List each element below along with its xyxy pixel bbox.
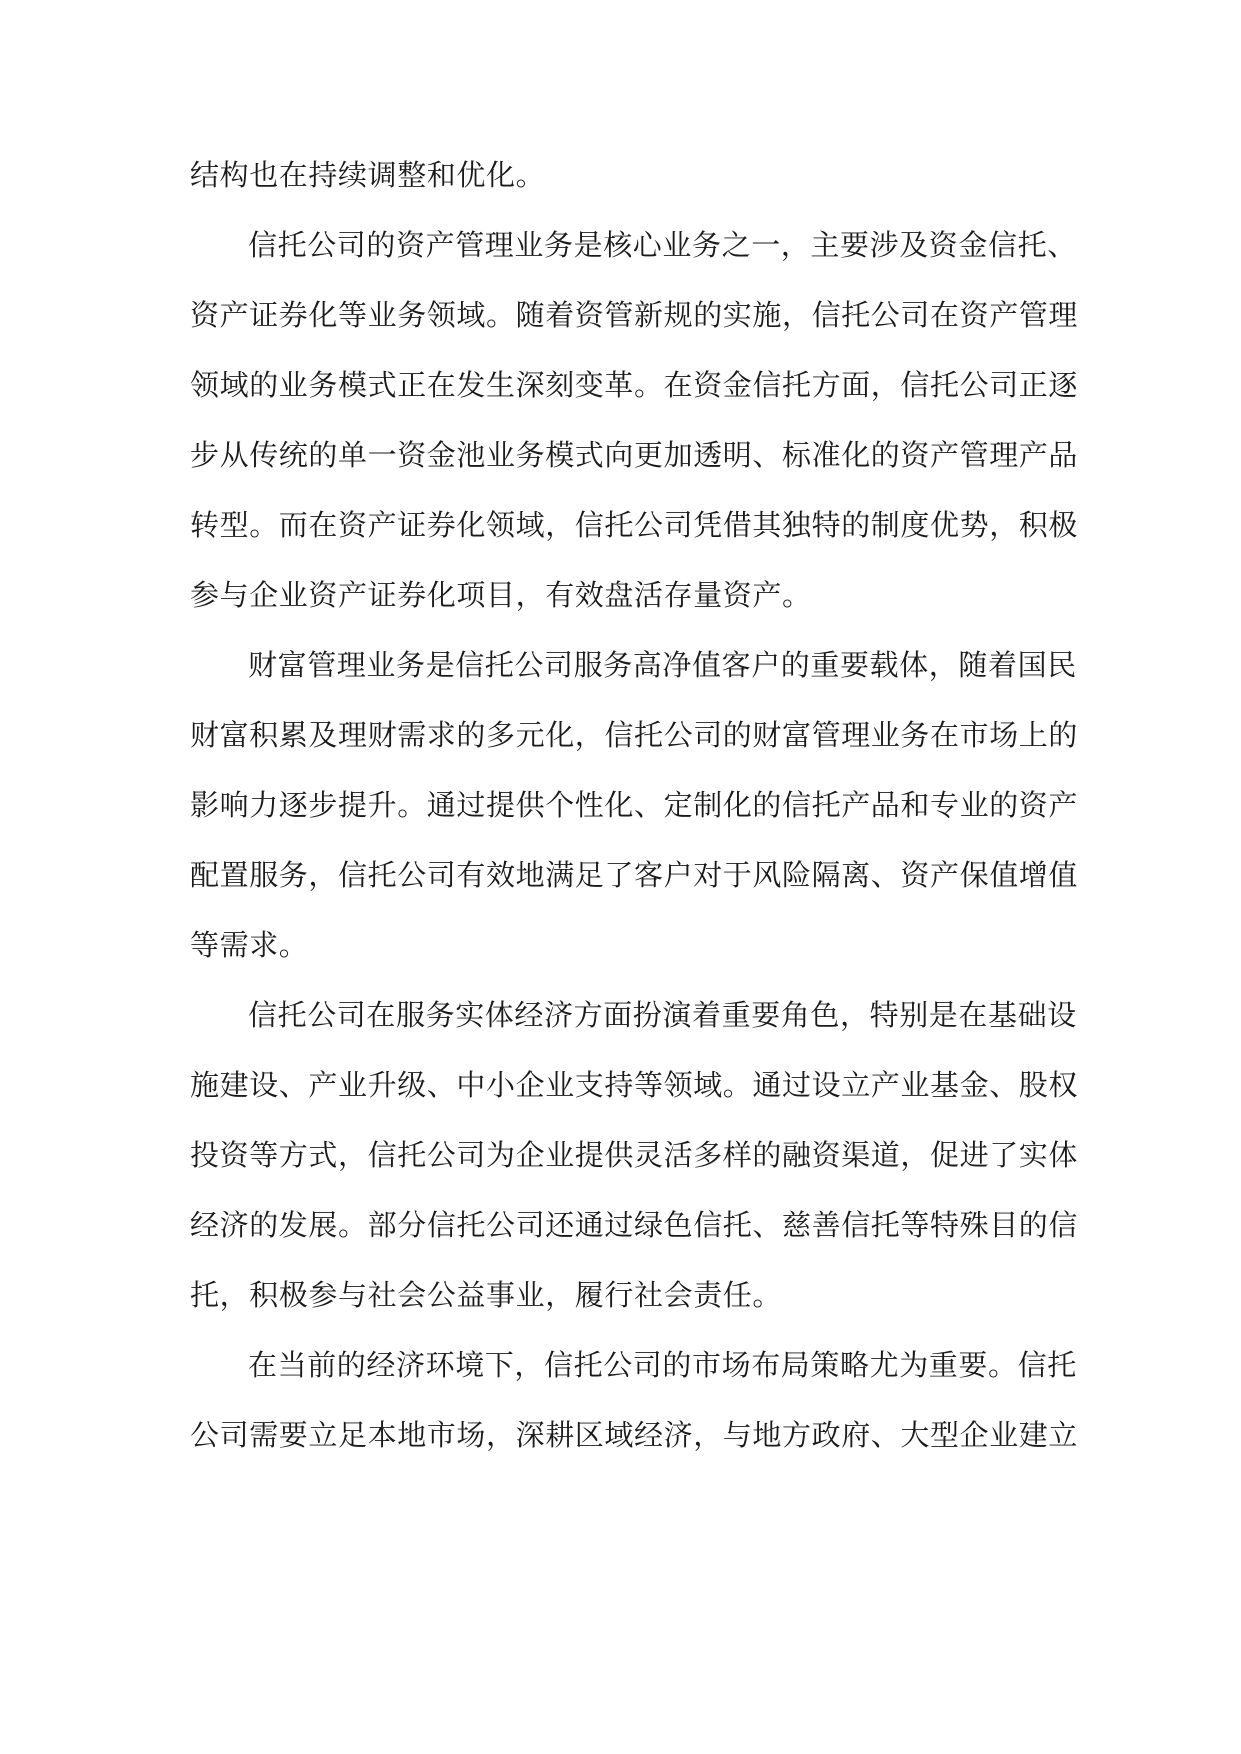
paragraph-first-line: 在当前的经济环境下，信托公司的市场布局策略尤为重要。信托 [248, 1348, 1077, 1382]
text-line: 配置服务，信托公司有效地满足了客户对于风险隔离、资产保值增值 [190, 858, 1079, 892]
text-line: 公司需要立足本地市场，深耕区域经济，与地方政府、大型企业建立 [190, 1418, 1079, 1452]
paragraph-first-line: 信托公司在服务实体经济方面扮演着重要角色，特别是在基础设 [248, 998, 1077, 1032]
text-line: 步从传统的单一资金池业务模式向更加透明、标准化的资产管理产品 [190, 438, 1079, 472]
paragraph-first-line: 财富管理业务是信托公司服务高净值客户的重要载体，随着国民 [248, 648, 1077, 682]
text-line: 参与企业资产证券化项目，有效盘活存量资产。 [190, 578, 812, 612]
text-line: 投资等方式，信托公司为企业提供灵活多样的融资渠道，促进了实体 [190, 1138, 1079, 1172]
text-line: 施建设、产业升级、中小企业支持等领域。通过设立产业基金、股权 [190, 1068, 1079, 1102]
text-line: 托，积极参与社会公益事业，履行社会责任。 [190, 1278, 783, 1312]
document-body [190, 140, 1079, 1470]
text-line: 资产证券化等业务领域。随着资管新规的实施，信托公司在资产管理 [190, 298, 1079, 332]
text-line: 财富积累及理财需求的多元化，信托公司的财富管理业务在市场上的 [190, 718, 1079, 752]
text-line: 转型。而在资产证券化领域，信托公司凭借其独特的制度优势，积极 [190, 508, 1079, 542]
text-line: 影响力逐步提升。通过提供个性化、定制化的信托产品和专业的资产 [190, 788, 1079, 822]
text-line: 结构也在持续调整和优化。 [190, 158, 546, 192]
text-line: 领域的业务模式正在发生深刻变革。在资金信托方面，信托公司正逐 [190, 368, 1079, 402]
paragraph-first-line: 信托公司的资产管理业务是核心业务之一，主要涉及资金信托、 [248, 228, 1077, 262]
text-line: 经济的发展。部分信托公司还通过绿色信托、慈善信托等特殊目的信 [190, 1208, 1079, 1242]
text-line: 等需求。 [190, 928, 309, 962]
